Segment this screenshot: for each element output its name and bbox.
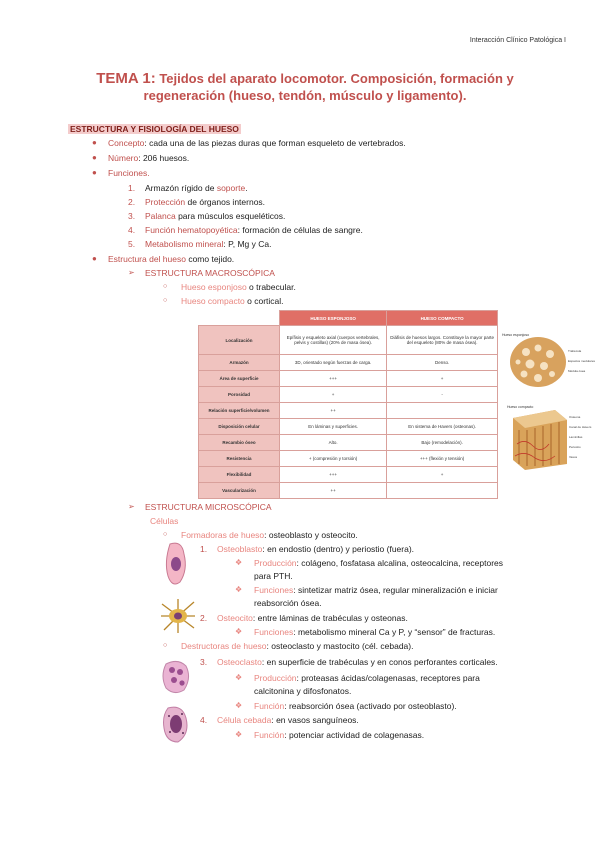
sub-label: Producción (254, 558, 297, 568)
table-cell: ++ (280, 483, 387, 499)
number-line (108, 153, 189, 164)
list-number: 1. (128, 183, 136, 193)
table-cell: + (280, 387, 387, 403)
bullet-icon: ● (92, 153, 97, 162)
item-highlight: Hueso esponjoso (181, 282, 247, 292)
table-cell: + (compresión y torsión) (280, 451, 387, 467)
table-corner (199, 311, 280, 326)
osteocyte-illustration (160, 598, 196, 634)
sub-label: Función (254, 701, 285, 711)
table-cell (387, 483, 498, 499)
table-header-row (199, 311, 498, 326)
compact-label: Osteona (569, 415, 581, 419)
sub-label: Producción (254, 673, 297, 683)
item-text: de órganos internos. (185, 197, 266, 207)
table-row (199, 403, 498, 419)
item-text: . (245, 183, 248, 193)
item-text: para músculos esqueléticos. (175, 211, 286, 221)
row-label: Relación superficie/volumen (199, 403, 280, 419)
destroyers-label: Destructoras de hueso (181, 641, 267, 651)
compact-label: Vasos (569, 455, 578, 459)
list-number: 5. (128, 239, 136, 249)
osteoblast-production (254, 558, 503, 569)
cell-text: : en superficie de trabéculas y en conos perforantes corticales. (261, 657, 498, 667)
spongy-label: Espacios medulares (568, 359, 596, 363)
concept-label: Concepto (108, 138, 145, 148)
list-item (145, 197, 265, 208)
table-cell: Epífisis y esqueleto axial (cuerpos vertebrales, pelvis y costillas) (20% de masa ósea). (280, 326, 387, 355)
row-label: Localización (199, 326, 280, 355)
table-cell: 3D, orientado según fuerzas de carga. (280, 355, 387, 371)
table-cell: En sistema de Havers (osteonas). (387, 419, 498, 435)
osteoclast-function (254, 701, 457, 712)
bone-comparison-table (198, 310, 498, 499)
circle-bullet-icon: ○ (163, 283, 168, 290)
osteoclast-production-cont: calcitonina y difosfonatos. (254, 686, 352, 696)
list-number: 1. (200, 544, 208, 554)
osteoclast-illustration (160, 658, 192, 696)
bullet-icon: ● (92, 168, 97, 177)
table-cell: +++ (280, 467, 387, 483)
cell-name: Osteocito (217, 613, 253, 623)
osteoblast-functions (254, 585, 498, 596)
circle-bullet-icon: ○ (163, 297, 168, 304)
table-row (199, 435, 498, 451)
table-cell: +++ (280, 371, 387, 387)
item-text: o trabecular. (246, 282, 296, 292)
mast-cell-line (217, 715, 359, 726)
osteocyte-functions (254, 627, 495, 638)
table-row (199, 419, 498, 435)
compact-label: Canal de Havers (569, 425, 592, 429)
formers-text: : osteoblasto y osteocito. (264, 530, 358, 540)
row-label: Porosidad (199, 387, 280, 403)
item-highlight: Metabolismo mineral (145, 239, 224, 249)
row-label: Recambio óseo (199, 435, 280, 451)
table-cell: + (387, 467, 498, 483)
table-cell: +++ (flexión y tensión) (387, 451, 498, 467)
table-cell (387, 403, 498, 419)
table-cell: Denso. (387, 355, 498, 371)
arrow-icon: ➢ (128, 268, 135, 277)
table-row (199, 355, 498, 371)
list-number: 4. (128, 225, 136, 235)
mast-cell-nucleus (170, 715, 182, 733)
osteocyte-nucleus (174, 613, 182, 620)
circle-bullet-icon: ○ (163, 531, 168, 538)
table-cell: - (387, 387, 498, 403)
sub-text: : potenciar actividad de colagenasas. (284, 730, 425, 740)
item-text: Armazón rígido de (145, 183, 217, 193)
osteoblast-functions-cont: reabsorción ósea. (254, 598, 322, 608)
arrow-icon: ➢ (128, 502, 135, 511)
table-col-header: HUESO COMPACTO (387, 311, 498, 326)
table-col-header: HUESO ESPONJOSO (280, 311, 387, 326)
sub-text: : metabolismo mineral Ca y P, y “sensor” de fracturas. (293, 627, 496, 637)
cell-text: : en endostio (dentro) y periostio (fuera). (262, 544, 415, 554)
compact-label: Periostio (569, 445, 581, 449)
structure-label: Estructura del hueso (108, 254, 186, 264)
micro-heading: ESTRUCTURA MICROSCÓPICA (145, 502, 272, 512)
list-number: 4. (200, 715, 208, 725)
sub-text: : sintetizar matriz ósea, regular mineralización e iniciar (293, 585, 498, 595)
bullet-icon: ● (92, 254, 97, 263)
destroyers-line (181, 641, 413, 652)
osteoblast-illustration (160, 540, 192, 588)
item-highlight: Hueso compacto (181, 296, 245, 306)
title-text: Tejidos del aparato locomotor. Composición, formación y regeneración (hueso, tendón, músculo y ligamento). (143, 71, 514, 103)
item-text: o cortical. (244, 296, 284, 306)
compact-label: Laminillas (569, 435, 583, 439)
sub-label: Funciones (254, 627, 294, 637)
mast-cell-illustration (160, 704, 192, 744)
destroyers-text: : osteoclasto y mastocito (cél. cebada). (266, 641, 414, 651)
osteoblast-nucleus (171, 557, 181, 571)
osteoblast-production-cont: para PTH. (254, 571, 293, 581)
compact-bone-illustration (505, 404, 597, 470)
bullet-icon: ● (92, 138, 97, 147)
header-note: Interacción Clínico Patológica I (469, 37, 566, 44)
diamond-bullet-icon: ❖ (235, 585, 243, 594)
list-number: 2. (128, 197, 136, 207)
osteoblast-line (217, 544, 414, 555)
section-heading: ESTRUCTURA Y FISIOLOGÍA DEL HUESO (70, 124, 239, 134)
list-item (145, 211, 285, 222)
item-highlight: Palanca (145, 211, 176, 221)
structure-text: como tejido. (185, 254, 235, 264)
table-row (199, 387, 498, 403)
structure-line (108, 254, 234, 265)
diamond-bullet-icon: ❖ (235, 701, 243, 710)
spongy-label: Médula ósea (568, 369, 586, 373)
list-item (145, 225, 363, 236)
spongy-bone-illustration (500, 330, 596, 392)
formers-line (181, 530, 358, 541)
cell-name: Osteoclasto (217, 657, 262, 667)
formers-label: Formadoras de hueso (181, 530, 265, 540)
spongy-title: Hueso esponjoso (502, 333, 530, 337)
mast-cell-function (254, 730, 424, 741)
item-highlight: Función hematopoyética (145, 225, 238, 235)
concept-line (108, 138, 406, 149)
diamond-bullet-icon: ❖ (235, 558, 243, 567)
osteoclast-production (254, 673, 480, 684)
sub-text: : reabsorción ósea (activado por osteoblasto). (284, 701, 457, 711)
table-cell: Diáfisis de huesos largos. Constituye la mayor parte del esqueleto (80% de masa ósea). (387, 326, 498, 355)
sub-label: Función (254, 730, 285, 740)
macro-item (181, 282, 296, 293)
table-cell: Bajo (remodelación). (387, 435, 498, 451)
table-row (199, 326, 498, 355)
diamond-bullet-icon: ❖ (235, 730, 243, 739)
table-cell: En láminas y superficies. (280, 419, 387, 435)
sub-text: : colágeno, fosfatasa alcalina, osteocalcina, receptores (296, 558, 504, 568)
cell-text: : entre láminas de trabéculas y osteonas. (252, 613, 408, 623)
osteocyte-line (217, 613, 408, 624)
list-item (145, 183, 248, 194)
macro-item (181, 296, 284, 307)
table-row (199, 483, 498, 499)
compact-title: Hueso compacto (507, 405, 534, 409)
row-label: Armazón (199, 355, 280, 371)
cell-name: Osteoblasto (217, 544, 263, 554)
item-highlight: soporte (216, 183, 246, 193)
table-cell: ++ (280, 403, 387, 419)
table-cell: + (387, 371, 498, 387)
row-label: Área de superficie (199, 371, 280, 387)
diamond-bullet-icon: ❖ (235, 673, 243, 682)
list-number: 3. (128, 211, 136, 221)
osteoclast-line (217, 657, 498, 668)
cell-name: Célula cebada (217, 715, 272, 725)
table-row (199, 451, 498, 467)
row-label: Resistencia (199, 451, 280, 467)
row-label: Flexibilidad (199, 467, 280, 483)
cell-text: : en vasos sanguíneos. (271, 715, 359, 725)
item-text: : P, Mg y Ca. (223, 239, 272, 249)
functions-label: Funciones. (108, 168, 150, 178)
item-text: : formación de células de sangre. (237, 225, 363, 235)
table-cell: Alto. (280, 435, 387, 451)
table-row (199, 371, 498, 387)
table-row (199, 467, 498, 483)
circle-bullet-icon: ○ (163, 642, 168, 649)
sub-label: Funciones (254, 585, 294, 595)
concept-text: : cada una de las piezas duras que forman esqueleto de vertebrados. (144, 138, 406, 148)
cells-label: Células (150, 516, 179, 526)
sub-text: : proteasas ácidas/colagenasas, receptores para (296, 673, 480, 683)
macro-heading: ESTRUCTURA MACROSCÓPICA (145, 268, 275, 278)
diamond-bullet-icon: ❖ (235, 627, 243, 636)
list-item (145, 239, 271, 250)
list-number: 3. (200, 657, 208, 667)
item-highlight: Protección (145, 197, 186, 207)
number-label: Número (108, 153, 139, 163)
row-label: Disposición celular (199, 419, 280, 435)
row-label: Vascularización (199, 483, 280, 499)
list-number: 2. (200, 613, 208, 623)
page-title (70, 70, 540, 104)
number-text: : 206 huesos. (138, 153, 190, 163)
title-topic-number: TEMA 1: (96, 70, 156, 87)
spongy-label: Trabécula (568, 349, 582, 353)
